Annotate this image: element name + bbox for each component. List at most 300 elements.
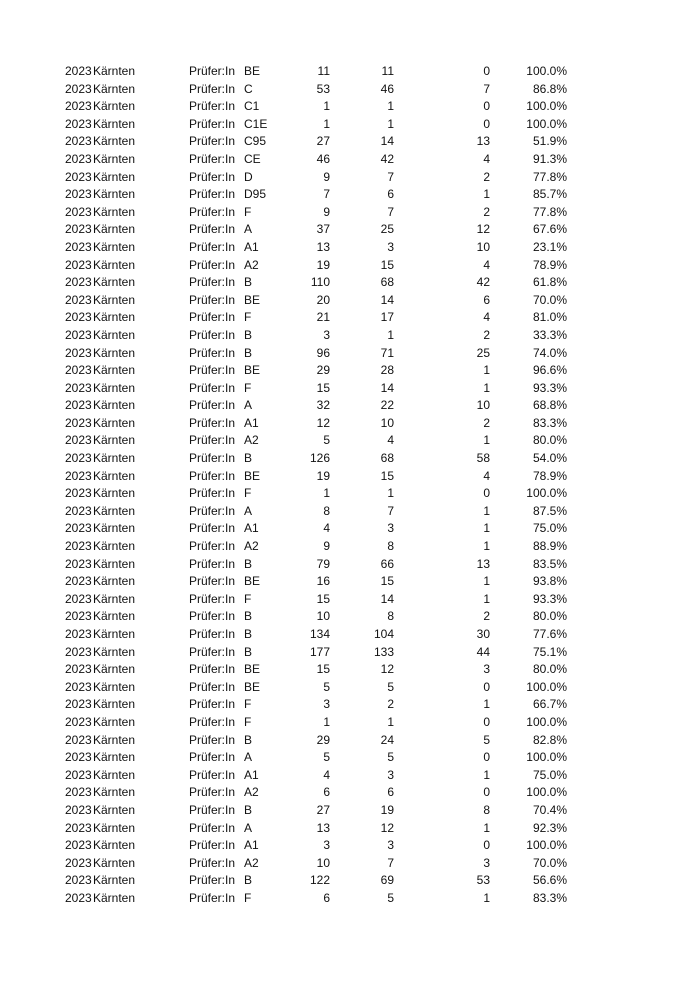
passed-cell: 14 — [380, 134, 394, 149]
table-row — [0, 608, 700, 626]
license-class-cell: B — [244, 451, 253, 466]
total-cell: 4 — [323, 521, 330, 536]
total-cell: 7 — [323, 187, 330, 202]
passed-cell: 5 — [387, 750, 394, 765]
pass-rate-cell: 100.0% — [526, 99, 567, 114]
region-cell: Kärnten — [93, 398, 136, 413]
role-cell: Prüfer:In — [189, 327, 236, 342]
role-cell: Prüfer:In — [189, 855, 236, 870]
license-class-cell: A — [244, 820, 253, 835]
pass-rate-cell: 75.0% — [532, 521, 567, 536]
failed-cell: 58 — [476, 451, 490, 466]
pass-rate-cell: 80.0% — [532, 609, 567, 624]
pass-rate-cell: 88.9% — [532, 539, 567, 554]
license-class-cell: F — [244, 591, 252, 606]
region-cell: Kärnten — [93, 767, 136, 782]
total-cell: 96 — [316, 345, 330, 360]
table-row — [0, 274, 700, 292]
failed-cell: 0 — [483, 64, 490, 78]
region-cell: Kärnten — [93, 662, 136, 677]
table-row — [0, 450, 700, 468]
role-cell: Prüfer:In — [189, 574, 236, 589]
table-row — [0, 556, 700, 574]
region-cell: Kärnten — [93, 151, 136, 166]
table-row — [0, 573, 700, 591]
failed-cell: 1 — [483, 539, 490, 554]
pass-rate-cell: 86.8% — [532, 81, 567, 96]
total-cell: 46 — [316, 151, 330, 166]
role-cell: Prüfer:In — [189, 239, 236, 254]
license-class-cell: BE — [244, 574, 261, 589]
pass-rate-cell: 51.9% — [532, 134, 567, 149]
year-cell: 2023 — [65, 398, 92, 413]
table-row — [0, 397, 700, 415]
year-cell: 2023 — [65, 802, 92, 817]
pass-rate-cell: 83.5% — [532, 556, 567, 571]
failed-cell: 5 — [483, 732, 490, 747]
license-class-cell: BE — [244, 64, 261, 78]
failed-cell: 0 — [483, 838, 490, 853]
role-cell: Prüfer:In — [189, 275, 236, 290]
passed-cell: 1 — [387, 714, 394, 729]
table-row — [0, 309, 700, 327]
failed-cell: 2 — [483, 204, 490, 219]
license-class-cell: F — [244, 697, 252, 712]
license-class-cell: B — [244, 275, 253, 290]
failed-cell: 3 — [483, 855, 490, 870]
total-cell: 1 — [323, 486, 330, 501]
role-cell: Prüfer:In — [189, 169, 236, 184]
license-class-cell: F — [244, 204, 252, 219]
table-row — [0, 239, 700, 257]
pass-rate-cell: 100.0% — [526, 679, 567, 694]
passed-cell: 6 — [387, 187, 394, 202]
table-row — [0, 380, 700, 398]
total-cell: 19 — [316, 468, 330, 483]
region-cell: Kärnten — [93, 890, 136, 905]
license-class-cell: A1 — [244, 838, 259, 853]
failed-cell: 30 — [476, 627, 490, 641]
pass-rate-cell: 75.0% — [532, 767, 567, 782]
passed-cell: 66 — [380, 556, 394, 571]
failed-cell: 0 — [483, 99, 490, 114]
total-cell: 3 — [323, 838, 330, 853]
license-class-cell: C1E — [244, 116, 268, 131]
passed-cell: 15 — [380, 257, 394, 272]
table-row — [0, 432, 700, 450]
total-cell: 19 — [316, 257, 330, 272]
year-cell: 2023 — [65, 151, 92, 166]
failed-cell: 10 — [476, 239, 490, 254]
year-cell: 2023 — [65, 785, 92, 800]
table-row — [0, 204, 700, 222]
role-cell: Prüfer:In — [189, 363, 236, 378]
region-cell: Kärnten — [93, 539, 136, 554]
pass-rate-cell: 77.8% — [532, 204, 567, 219]
year-cell: 2023 — [65, 451, 92, 466]
year-cell: 2023 — [65, 187, 92, 202]
table-row — [0, 221, 700, 239]
role-cell: Prüfer:In — [189, 697, 236, 712]
table-row — [0, 63, 700, 81]
failed-cell: 44 — [476, 644, 490, 659]
role-cell: Prüfer:In — [189, 292, 236, 307]
pass-rate-cell: 83.3% — [532, 890, 567, 905]
year-cell: 2023 — [65, 521, 92, 536]
region-cell: Kärnten — [93, 503, 136, 518]
failed-cell: 42 — [476, 275, 490, 290]
table-row — [0, 485, 700, 503]
total-cell: 21 — [316, 310, 330, 325]
passed-cell: 69 — [380, 873, 394, 888]
passed-cell: 19 — [380, 802, 394, 817]
region-cell: Kärnten — [93, 292, 136, 307]
pass-rate-cell: 70.4% — [532, 802, 567, 817]
year-cell: 2023 — [65, 679, 92, 694]
region-cell: Kärnten — [93, 750, 136, 765]
role-cell: Prüfer:In — [189, 503, 236, 518]
pass-rate-cell: 75.1% — [532, 644, 567, 659]
total-cell: 32 — [316, 398, 330, 413]
year-cell: 2023 — [65, 539, 92, 554]
license-class-cell: F — [244, 380, 252, 395]
year-cell: 2023 — [65, 99, 92, 114]
year-cell: 2023 — [65, 310, 92, 325]
passed-cell: 22 — [380, 398, 394, 413]
table-row — [0, 186, 700, 204]
year-cell: 2023 — [65, 64, 92, 78]
table-row — [0, 327, 700, 345]
year-cell: 2023 — [65, 239, 92, 254]
role-cell: Prüfer:In — [189, 627, 236, 641]
passed-cell: 4 — [387, 433, 394, 448]
pass-rate-cell: 93.3% — [532, 591, 567, 606]
region-cell: Kärnten — [93, 855, 136, 870]
total-cell: 6 — [323, 890, 330, 905]
total-cell: 1 — [323, 116, 330, 131]
year-cell: 2023 — [65, 363, 92, 378]
role-cell: Prüfer:In — [189, 398, 236, 413]
year-cell: 2023 — [65, 767, 92, 782]
role-cell: Prüfer:In — [189, 785, 236, 800]
passed-cell: 17 — [380, 310, 394, 325]
failed-cell: 4 — [483, 468, 490, 483]
role-cell: Prüfer:In — [189, 151, 236, 166]
failed-cell: 25 — [476, 345, 490, 360]
failed-cell: 53 — [476, 873, 490, 888]
year-cell: 2023 — [65, 697, 92, 712]
region-cell: Kärnten — [93, 116, 136, 131]
pass-rate-cell: 81.0% — [532, 310, 567, 325]
passed-cell: 71 — [380, 345, 394, 360]
total-cell: 1 — [323, 99, 330, 114]
passed-cell: 68 — [380, 275, 394, 290]
failed-cell: 0 — [483, 679, 490, 694]
table-row — [0, 169, 700, 187]
passed-cell: 10 — [380, 415, 394, 430]
pass-rate-cell: 91.3% — [532, 151, 567, 166]
passed-cell: 42 — [380, 151, 394, 166]
region-cell: Kärnten — [93, 433, 136, 448]
total-cell: 37 — [316, 222, 330, 237]
year-cell: 2023 — [65, 134, 92, 149]
passed-cell: 3 — [387, 767, 394, 782]
total-cell: 134 — [309, 627, 330, 641]
role-cell: Prüfer:In — [189, 873, 236, 888]
passed-cell: 24 — [380, 732, 394, 747]
total-cell: 9 — [323, 204, 330, 219]
failed-cell: 0 — [483, 116, 490, 131]
role-cell: Prüfer:In — [189, 204, 236, 219]
region-cell: Kärnten — [93, 714, 136, 729]
year-cell: 2023 — [65, 292, 92, 307]
pass-rate-cell: 82.8% — [532, 732, 567, 747]
role-cell: Prüfer:In — [189, 662, 236, 677]
region-cell: Kärnten — [93, 363, 136, 378]
role-cell: Prüfer:In — [189, 556, 236, 571]
role-cell: Prüfer:In — [189, 222, 236, 237]
table-row — [0, 151, 700, 169]
passed-cell: 7 — [387, 855, 394, 870]
total-cell: 12 — [316, 415, 330, 430]
pass-rate-cell: 23.1% — [532, 239, 567, 254]
total-cell: 3 — [323, 327, 330, 342]
table-row — [0, 345, 700, 363]
region-cell: Kärnten — [93, 204, 136, 219]
pass-rate-cell: 33.3% — [532, 327, 567, 342]
table-row — [0, 81, 700, 99]
passed-cell: 133 — [373, 644, 394, 659]
region-cell: Kärnten — [93, 310, 136, 325]
year-cell: 2023 — [65, 644, 92, 659]
total-cell: 15 — [316, 591, 330, 606]
total-cell: 9 — [323, 539, 330, 554]
role-cell: Prüfer:In — [189, 81, 236, 96]
license-class-cell: B — [244, 609, 253, 624]
region-cell: Kärnten — [93, 451, 136, 466]
failed-cell: 4 — [483, 257, 490, 272]
year-cell: 2023 — [65, 257, 92, 272]
pass-rate-cell: 100.0% — [526, 64, 567, 78]
region-cell: Kärnten — [93, 468, 136, 483]
license-class-cell: BE — [244, 468, 261, 483]
license-class-cell: F — [244, 486, 252, 501]
passed-cell: 14 — [380, 292, 394, 307]
failed-cell: 3 — [483, 662, 490, 677]
role-cell: Prüfer:In — [189, 714, 236, 729]
table-row — [0, 855, 700, 873]
license-class-cell: F — [244, 714, 252, 729]
failed-cell: 6 — [483, 292, 490, 307]
license-class-cell: C95 — [244, 134, 267, 149]
year-cell: 2023 — [65, 820, 92, 835]
table-row — [0, 749, 700, 767]
role-cell: Prüfer:In — [189, 609, 236, 624]
role-cell: Prüfer:In — [189, 64, 236, 78]
failed-cell: 1 — [483, 574, 490, 589]
year-cell: 2023 — [65, 890, 92, 905]
year-cell: 2023 — [65, 609, 92, 624]
failed-cell: 1 — [483, 380, 490, 395]
pass-rate-cell: 77.6% — [532, 627, 567, 641]
region-cell: Kärnten — [93, 574, 136, 589]
table-row — [0, 872, 700, 890]
license-class-cell: A2 — [244, 257, 259, 272]
year-cell: 2023 — [65, 116, 92, 131]
role-cell: Prüfer:In — [189, 644, 236, 659]
pass-rate-cell: 100.0% — [526, 116, 567, 131]
role-cell: Prüfer:In — [189, 750, 236, 765]
failed-cell: 1 — [483, 591, 490, 606]
failed-cell: 7 — [483, 81, 490, 96]
passed-cell: 7 — [387, 204, 394, 219]
total-cell: 126 — [309, 451, 330, 466]
pass-rate-cell: 100.0% — [526, 486, 567, 501]
license-class-cell: A — [244, 750, 253, 765]
year-cell: 2023 — [65, 275, 92, 290]
failed-cell: 1 — [483, 503, 490, 518]
total-cell: 1 — [323, 714, 330, 729]
license-class-cell: D95 — [244, 187, 267, 202]
region-cell: Kärnten — [93, 64, 136, 78]
license-class-cell: B — [244, 732, 253, 747]
role-cell: Prüfer:In — [189, 415, 236, 430]
total-cell: 177 — [309, 644, 330, 659]
passed-cell: 15 — [380, 574, 394, 589]
total-cell: 15 — [316, 380, 330, 395]
license-class-cell: B — [244, 345, 253, 360]
pass-rate-cell: 93.3% — [532, 380, 567, 395]
data-table — [0, 63, 700, 908]
year-cell: 2023 — [65, 222, 92, 237]
table-row — [0, 820, 700, 838]
failed-cell: 1 — [483, 521, 490, 536]
license-class-cell: A2 — [244, 539, 259, 554]
pass-rate-cell: 67.6% — [532, 222, 567, 237]
year-cell: 2023 — [65, 204, 92, 219]
year-cell: 2023 — [65, 855, 92, 870]
license-class-cell: A1 — [244, 415, 259, 430]
failed-cell: 1 — [483, 187, 490, 202]
region-cell: Kärnten — [93, 81, 136, 96]
region-cell: Kärnten — [93, 187, 136, 202]
year-cell: 2023 — [65, 345, 92, 360]
pass-rate-cell: 77.8% — [532, 169, 567, 184]
table-row — [0, 890, 700, 908]
license-class-cell: BE — [244, 363, 261, 378]
year-cell: 2023 — [65, 574, 92, 589]
failed-cell: 2 — [483, 609, 490, 624]
role-cell: Prüfer:In — [189, 679, 236, 694]
region-cell: Kärnten — [93, 697, 136, 712]
year-cell: 2023 — [65, 415, 92, 430]
role-cell: Prüfer:In — [189, 99, 236, 114]
pass-rate-cell: 93.8% — [532, 574, 567, 589]
role-cell: Prüfer:In — [189, 802, 236, 817]
license-class-cell: F — [244, 890, 252, 905]
passed-cell: 3 — [387, 239, 394, 254]
year-cell: 2023 — [65, 327, 92, 342]
passed-cell: 46 — [380, 81, 394, 96]
role-cell: Prüfer:In — [189, 433, 236, 448]
role-cell: Prüfer:In — [189, 187, 236, 202]
table-row — [0, 837, 700, 855]
license-class-cell: F — [244, 310, 252, 325]
year-cell: 2023 — [65, 486, 92, 501]
pass-rate-cell: 78.9% — [532, 257, 567, 272]
table-row — [0, 591, 700, 609]
license-class-cell: B — [244, 644, 253, 659]
passed-cell: 7 — [387, 169, 394, 184]
table-row — [0, 133, 700, 151]
region-cell: Kärnten — [93, 380, 136, 395]
passed-cell: 12 — [380, 662, 394, 677]
failed-cell: 1 — [483, 890, 490, 905]
total-cell: 5 — [323, 433, 330, 448]
table-row — [0, 714, 700, 732]
year-cell: 2023 — [65, 732, 92, 747]
total-cell: 10 — [316, 609, 330, 624]
failed-cell: 13 — [476, 134, 490, 149]
failed-cell: 8 — [483, 802, 490, 817]
table-row — [0, 116, 700, 134]
failed-cell: 0 — [483, 486, 490, 501]
total-cell: 11 — [317, 64, 330, 78]
passed-cell: 1 — [387, 486, 394, 501]
role-cell: Prüfer:In — [189, 380, 236, 395]
total-cell: 15 — [316, 662, 330, 677]
pass-rate-cell: 54.0% — [532, 451, 567, 466]
failed-cell: 1 — [483, 767, 490, 782]
region-cell: Kärnten — [93, 222, 136, 237]
role-cell: Prüfer:In — [189, 591, 236, 606]
region-cell: Kärnten — [93, 591, 136, 606]
year-cell: 2023 — [65, 556, 92, 571]
license-class-cell: A2 — [244, 785, 259, 800]
pass-rate-cell: 85.7% — [532, 187, 567, 202]
license-class-cell: BE — [244, 662, 261, 677]
passed-cell: 12 — [380, 820, 394, 835]
failed-cell: 1 — [483, 820, 490, 835]
total-cell: 4 — [323, 767, 330, 782]
region-cell: Kärnten — [93, 838, 136, 853]
pass-rate-cell: 100.0% — [526, 750, 567, 765]
total-cell: 29 — [316, 363, 330, 378]
total-cell: 53 — [316, 81, 330, 96]
license-class-cell: A1 — [244, 239, 259, 254]
license-class-cell: C1 — [244, 99, 260, 114]
total-cell: 110 — [310, 275, 330, 290]
pass-rate-cell: 100.0% — [526, 785, 567, 800]
role-cell: Prüfer:In — [189, 521, 236, 536]
failed-cell: 1 — [483, 433, 490, 448]
total-cell: 16 — [316, 574, 330, 589]
role-cell: Prüfer:In — [189, 310, 236, 325]
region-cell: Kärnten — [93, 521, 136, 536]
year-cell: 2023 — [65, 627, 92, 641]
total-cell: 6 — [323, 785, 330, 800]
pass-rate-cell: 83.3% — [532, 415, 567, 430]
failed-cell: 4 — [483, 310, 490, 325]
role-cell: Prüfer:In — [189, 468, 236, 483]
table-row — [0, 679, 700, 697]
passed-cell: 2 — [387, 697, 394, 712]
table-row — [0, 644, 700, 662]
license-class-cell: A — [244, 503, 253, 518]
passed-cell: 3 — [387, 521, 394, 536]
region-cell: Kärnten — [93, 345, 136, 360]
region-cell: Kärnten — [93, 820, 136, 835]
